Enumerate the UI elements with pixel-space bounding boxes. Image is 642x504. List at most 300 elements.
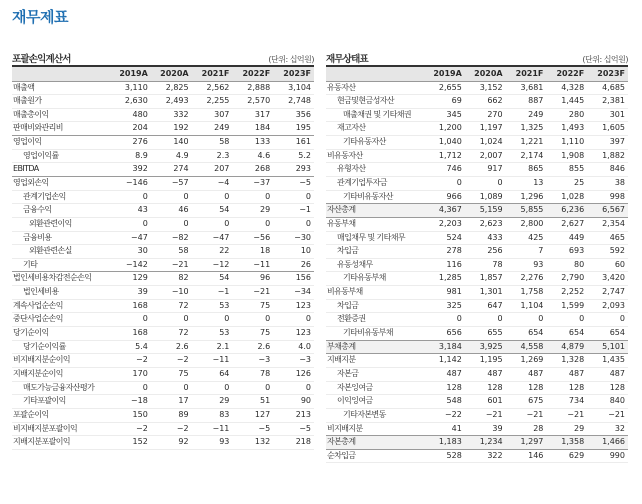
cell-value: 293 — [295, 164, 311, 174]
row-label: 기타비유동자산 — [343, 191, 393, 201]
cell-value: 4.9 — [175, 150, 189, 160]
cell-value: 30 — [137, 246, 148, 256]
cell-value: 317 — [254, 109, 271, 119]
cell-value: 4,558 — [520, 341, 544, 351]
table-row — [326, 258, 628, 272]
cell-value: −2 — [176, 423, 189, 433]
cell-value: 1,301 — [479, 287, 503, 297]
cell-value: 0 — [265, 191, 271, 201]
cell-value: 0 — [497, 314, 503, 324]
income-statement-header — [12, 52, 314, 67]
cell-value: 0 — [183, 218, 189, 228]
table-header-row — [326, 67, 628, 81]
cell-value: 127 — [254, 409, 271, 419]
table-row — [326, 422, 628, 436]
row-label: 당기순이익 — [13, 328, 49, 338]
cell-value: 2,800 — [520, 218, 544, 228]
cell-value: −21 — [171, 259, 189, 269]
row-label: 당기순이익률 — [23, 341, 66, 351]
row-label: 비유동부채 — [327, 287, 363, 297]
table-row — [326, 95, 628, 109]
table-row — [12, 231, 314, 245]
column-header-year: 2023F — [587, 67, 628, 81]
table-row — [326, 313, 628, 327]
cell-value: 1,857 — [479, 273, 503, 283]
row-label: 전환증권 — [337, 314, 366, 324]
row-label: 관계기업손익 — [23, 191, 66, 201]
row-label: 자산총계 — [327, 205, 356, 215]
cell-value: −21 — [253, 287, 271, 297]
cell-value: 345 — [446, 109, 462, 119]
cell-value: 58 — [219, 137, 230, 147]
cell-value: 213 — [295, 409, 311, 419]
row-label: 현금및현금성자산 — [337, 96, 395, 106]
cell-value: 1,024 — [479, 137, 503, 147]
row-label: 유동자산 — [327, 82, 356, 92]
row-label: 영업이익률 — [23, 150, 59, 160]
cell-value: 425 — [528, 232, 544, 242]
cell-value: 82 — [178, 273, 189, 283]
cell-value: 75 — [260, 300, 271, 310]
cell-value: −11 — [212, 423, 230, 433]
cell-value: 53 — [219, 300, 230, 310]
cell-value: 96 — [260, 273, 271, 283]
table-row — [12, 122, 314, 136]
table-header-row — [12, 67, 314, 81]
cell-value: 25 — [574, 178, 585, 187]
cell-value: 0 — [579, 314, 585, 324]
cell-value: −18 — [130, 396, 148, 406]
table-row — [326, 231, 628, 245]
cell-value: 2,888 — [247, 82, 271, 92]
cell-value: 152 — [132, 437, 148, 447]
cell-value: 1,599 — [561, 300, 585, 310]
row-label: 비지배지분순이익 — [13, 355, 71, 365]
cell-value: 53 — [219, 328, 230, 338]
table-row — [326, 245, 628, 259]
cell-value: 4,685 — [602, 82, 625, 92]
row-label: 매출액 — [13, 82, 35, 92]
cell-value: 548 — [446, 396, 462, 406]
cell-value: 60 — [614, 259, 625, 269]
cell-value: 276 — [132, 137, 148, 147]
table-row — [326, 149, 628, 163]
cell-value: 3,420 — [602, 273, 625, 283]
table-row — [12, 163, 314, 177]
cell-value: −2 — [136, 355, 148, 365]
cell-value: 4.0 — [298, 341, 311, 351]
row-label: 재고자산 — [337, 123, 366, 133]
table-row — [12, 340, 314, 354]
cell-value: 0 — [224, 314, 230, 324]
cell-value: 0 — [456, 178, 462, 187]
cell-value: 249 — [214, 123, 230, 133]
row-label: 기타유동부채 — [343, 273, 386, 283]
cell-value: 0 — [456, 314, 462, 324]
row-label: 영업이익 — [13, 137, 42, 147]
table-row — [12, 176, 314, 190]
table-row — [12, 313, 314, 327]
cell-value: 1,358 — [561, 437, 585, 447]
cell-value: 2,174 — [520, 150, 544, 160]
cell-value: 1,712 — [438, 150, 462, 160]
cell-value: 2,255 — [206, 96, 230, 106]
cell-value: −47 — [212, 232, 230, 242]
cell-value: 1,197 — [479, 123, 503, 133]
table-row — [326, 299, 628, 313]
cell-value: 487 — [568, 368, 585, 378]
cell-value: −2 — [176, 355, 189, 365]
row-label: 유형자산 — [337, 164, 366, 174]
cell-value: 0 — [305, 191, 311, 201]
cell-value: 2,627 — [561, 218, 585, 228]
cell-value: 1,195 — [479, 355, 503, 365]
column-header-year: 2023F — [273, 67, 314, 81]
cell-value: 998 — [609, 191, 625, 201]
cell-value: 156 — [295, 273, 311, 283]
income-statement-title: 포괄손익계산서 — [12, 54, 71, 65]
cell-value: 465 — [609, 232, 625, 242]
cell-value: 0 — [142, 191, 148, 201]
table-row — [326, 395, 628, 409]
balance-sheet-unit: (단위: 십억원) — [582, 55, 628, 64]
cell-value: 3,104 — [288, 82, 311, 92]
row-label: 비유동자산 — [327, 150, 363, 160]
cell-value: 662 — [487, 96, 503, 106]
cell-value: 5,855 — [520, 205, 544, 215]
cell-value: 4,367 — [438, 205, 462, 215]
cell-value: 5,101 — [602, 341, 625, 351]
table-row — [12, 436, 314, 450]
cell-value: 1,234 — [479, 437, 503, 447]
cell-value: 2.1 — [216, 341, 230, 351]
cell-value: 1,110 — [561, 137, 585, 147]
cell-value: 78 — [492, 259, 503, 269]
cell-value: 43 — [137, 205, 148, 215]
cell-value: 249 — [528, 109, 544, 119]
cell-value: 2,630 — [124, 96, 148, 106]
cell-value: 274 — [173, 164, 189, 174]
cell-value: 46 — [178, 205, 189, 215]
cell-value: −21 — [485, 409, 503, 419]
cell-value: 2.6 — [175, 341, 189, 351]
cell-value: 2,493 — [165, 96, 189, 106]
cell-value: 128 — [528, 382, 544, 392]
table-row — [12, 190, 314, 204]
cell-value: 1,908 — [561, 150, 585, 160]
row-label: 외환관련손실 — [29, 246, 72, 256]
cell-value: 487 — [487, 368, 503, 378]
row-label: 자본총계 — [327, 437, 356, 447]
row-label: 매출채권 및 기타채권 — [343, 109, 412, 119]
column-header-label — [326, 67, 424, 81]
cell-value: 89 — [178, 409, 189, 419]
cell-value: 3,184 — [438, 341, 462, 351]
cell-value: 18 — [260, 246, 271, 256]
cell-value: −11 — [212, 355, 230, 365]
cell-value: 51 — [260, 396, 271, 406]
table-row — [326, 108, 628, 122]
cell-value: 17 — [178, 396, 189, 406]
column-header-year: 2021F — [192, 67, 233, 81]
cell-value: 0 — [142, 382, 148, 392]
row-label: 차입금 — [337, 300, 359, 310]
cell-value: 5,159 — [479, 205, 503, 215]
cell-value: 39 — [492, 423, 503, 433]
row-label: 관계기업투자금 — [337, 178, 387, 187]
cell-value: 1,285 — [438, 273, 462, 283]
cell-value: 5.2 — [298, 150, 311, 160]
column-header-year: 2019A — [110, 67, 151, 81]
table-row — [326, 449, 628, 463]
cell-value: −37 — [253, 178, 271, 187]
cell-value: −1 — [299, 205, 311, 215]
balance-sheet-title: 재무상태표 — [326, 54, 368, 65]
table-row — [326, 217, 628, 231]
row-label: 영업외손익 — [13, 178, 49, 187]
cell-value: 524 — [446, 232, 462, 242]
cell-value: 0 — [305, 314, 311, 324]
cell-value: 2,354 — [602, 218, 625, 228]
cell-value: 80 — [574, 259, 585, 269]
table-row — [12, 286, 314, 300]
row-label: 매입채무 및 기타채무 — [337, 232, 406, 242]
cell-value: 0 — [265, 382, 271, 392]
table-row — [12, 422, 314, 436]
cell-value: 654 — [609, 328, 625, 338]
cell-value: 192 — [173, 123, 189, 133]
cell-value: −12 — [212, 259, 230, 269]
cell-value: −21 — [567, 409, 585, 419]
cell-value: −5 — [299, 178, 311, 187]
cell-value: 195 — [295, 123, 311, 133]
cell-value: 0 — [619, 314, 625, 324]
cell-value: 1,882 — [602, 150, 625, 160]
table-row — [326, 204, 628, 218]
table-row — [12, 95, 314, 109]
cell-value: 78 — [260, 368, 271, 378]
cell-value: 654 — [568, 328, 585, 338]
cell-value: 168 — [132, 328, 148, 338]
cell-value: 150 — [132, 409, 148, 419]
cell-value: 734 — [568, 396, 585, 406]
table-row — [12, 299, 314, 313]
cell-value: 865 — [528, 164, 544, 174]
table-row — [12, 367, 314, 381]
cell-value: 656 — [446, 328, 462, 338]
table-row — [326, 286, 628, 300]
table-row — [326, 81, 628, 95]
cell-value: −146 — [125, 178, 148, 187]
cell-value: −82 — [171, 232, 189, 242]
cell-value: 693 — [568, 246, 585, 256]
cell-value: 2.3 — [216, 150, 230, 160]
cell-value: −11 — [253, 259, 271, 269]
cell-value: 1,758 — [520, 287, 544, 297]
cell-value: −21 — [526, 409, 544, 419]
cell-value: 268 — [254, 164, 271, 174]
cell-value: 1,040 — [438, 137, 462, 147]
table-row — [326, 136, 628, 150]
cell-value: 332 — [173, 109, 189, 119]
cell-value: 1,325 — [520, 123, 544, 133]
cell-value: 4,328 — [561, 82, 585, 92]
table-row — [326, 436, 628, 450]
cell-value: 26 — [300, 259, 311, 269]
cell-value: 278 — [446, 246, 462, 256]
cell-value: 128 — [568, 382, 585, 392]
row-label: 지배지분순이익 — [13, 368, 63, 378]
row-label: 법인세비용 — [23, 287, 59, 297]
cell-value: 54 — [219, 205, 230, 215]
table-row — [326, 122, 628, 136]
row-label: 이익잉여금 — [337, 396, 373, 406]
cell-value: 1,445 — [561, 96, 585, 106]
row-label: 금융수익 — [23, 205, 52, 215]
row-label: 유동성채무 — [337, 259, 373, 269]
cell-value: 72 — [178, 328, 189, 338]
cell-value: 0 — [142, 218, 148, 228]
cell-value: 7 — [538, 246, 544, 256]
cell-value: 3,110 — [124, 82, 148, 92]
table-row — [12, 395, 314, 409]
column-header-year: 2020A — [151, 67, 192, 81]
cell-value: −1 — [217, 287, 230, 297]
cell-value: 2.6 — [257, 341, 271, 351]
cell-value: 528 — [446, 450, 462, 460]
table-row — [12, 149, 314, 163]
cell-value: 83 — [219, 409, 230, 419]
cell-value: 22 — [219, 246, 230, 256]
cell-value: 2,252 — [561, 287, 585, 297]
cell-value: −3 — [299, 355, 311, 365]
cell-value: 981 — [446, 287, 462, 297]
cell-value: 655 — [487, 328, 503, 338]
cell-value: −57 — [171, 178, 189, 187]
table-row — [12, 327, 314, 341]
cell-value: −56 — [253, 232, 271, 242]
cell-value: 128 — [487, 382, 503, 392]
cell-value: 449 — [568, 232, 585, 242]
table-row — [12, 354, 314, 368]
cell-value: 0 — [538, 314, 544, 324]
cell-value: 129 — [132, 273, 148, 283]
table-row — [326, 163, 628, 177]
cell-value: 301 — [609, 109, 625, 119]
cell-value: 132 — [254, 437, 271, 447]
cell-value: 3,681 — [520, 82, 544, 92]
cell-value: 1,493 — [561, 123, 585, 133]
cell-value: 0 — [265, 314, 271, 324]
cell-value: 29 — [260, 205, 271, 215]
cell-value: 13 — [533, 178, 544, 187]
cell-value: 855 — [568, 164, 585, 174]
column-header-year: 2022F — [546, 67, 587, 81]
row-label: 법인세비용차감전순손익 — [13, 273, 92, 283]
row-label: 순차입금 — [327, 450, 356, 460]
cell-value: 93 — [219, 437, 230, 447]
row-label: 기타비유동부채 — [343, 328, 393, 338]
balance-sheet-header — [326, 52, 628, 67]
cell-value: 966 — [446, 191, 462, 201]
cell-value: 675 — [528, 396, 544, 406]
table-row — [326, 272, 628, 286]
cell-value: 2,093 — [602, 300, 625, 310]
cell-value: 38 — [614, 178, 625, 187]
cell-value: 75 — [178, 368, 189, 378]
table-row — [12, 258, 314, 272]
cell-value: 256 — [487, 246, 503, 256]
cell-value: 1,028 — [561, 191, 585, 201]
cell-value: 204 — [132, 123, 148, 133]
cell-value: 93 — [533, 259, 544, 269]
cell-value: 654 — [528, 328, 544, 338]
cell-value: 1,297 — [520, 437, 544, 447]
cell-value: 1,089 — [479, 191, 503, 201]
cell-value: 0 — [183, 314, 189, 324]
cell-value: 307 — [214, 109, 230, 119]
cell-value: −10 — [171, 287, 189, 297]
cell-value: 0 — [305, 382, 311, 392]
table-row — [12, 204, 314, 218]
cell-value: −47 — [130, 232, 148, 242]
cell-value: 3,152 — [479, 82, 503, 92]
column-header-year: 2020A — [465, 67, 506, 81]
cell-value: −21 — [608, 409, 625, 419]
cell-value: 487 — [528, 368, 544, 378]
cell-value: 146 — [528, 450, 544, 460]
cell-value: −3 — [258, 355, 271, 365]
cell-value: 1,296 — [520, 191, 544, 201]
table-row — [326, 367, 628, 381]
row-label: 자본잉여금 — [337, 382, 373, 392]
cell-value: 2,570 — [247, 96, 271, 106]
row-label: 외환관련이익 — [29, 218, 72, 228]
cell-value: 126 — [295, 368, 311, 378]
cell-value: 2,825 — [165, 82, 189, 92]
table-row — [12, 136, 314, 150]
table-row — [326, 381, 628, 395]
table-row — [12, 272, 314, 286]
cell-value: 92 — [178, 437, 189, 447]
cell-value: 2,276 — [520, 273, 544, 283]
cell-value: 592 — [609, 246, 625, 256]
cell-value: 161 — [295, 137, 311, 147]
cell-value: 75 — [260, 328, 271, 338]
cell-value: 480 — [132, 109, 148, 119]
row-label: EBITDA — [13, 164, 39, 174]
table-row — [12, 81, 314, 95]
cell-value: 2,203 — [438, 218, 462, 228]
cell-value: 10 — [300, 246, 311, 256]
cell-value: 2,623 — [479, 218, 503, 228]
cell-value: 1,183 — [438, 437, 462, 447]
row-label: 비지배지분포괄이익 — [13, 423, 78, 433]
cell-value: 1,104 — [520, 300, 544, 310]
table-row — [12, 217, 314, 231]
cell-value: 3,925 — [479, 341, 503, 351]
row-label: 계속사업순손익 — [13, 300, 63, 310]
cell-value: 39 — [137, 287, 148, 297]
cell-value: 840 — [609, 396, 625, 406]
cell-value: 0 — [183, 191, 189, 201]
table-row — [326, 340, 628, 354]
table-row — [326, 190, 628, 204]
row-label: 기타유동자산 — [343, 137, 386, 147]
cell-value: 4,879 — [561, 341, 585, 351]
row-label: 유동부채 — [327, 218, 356, 228]
table-row — [326, 327, 628, 341]
